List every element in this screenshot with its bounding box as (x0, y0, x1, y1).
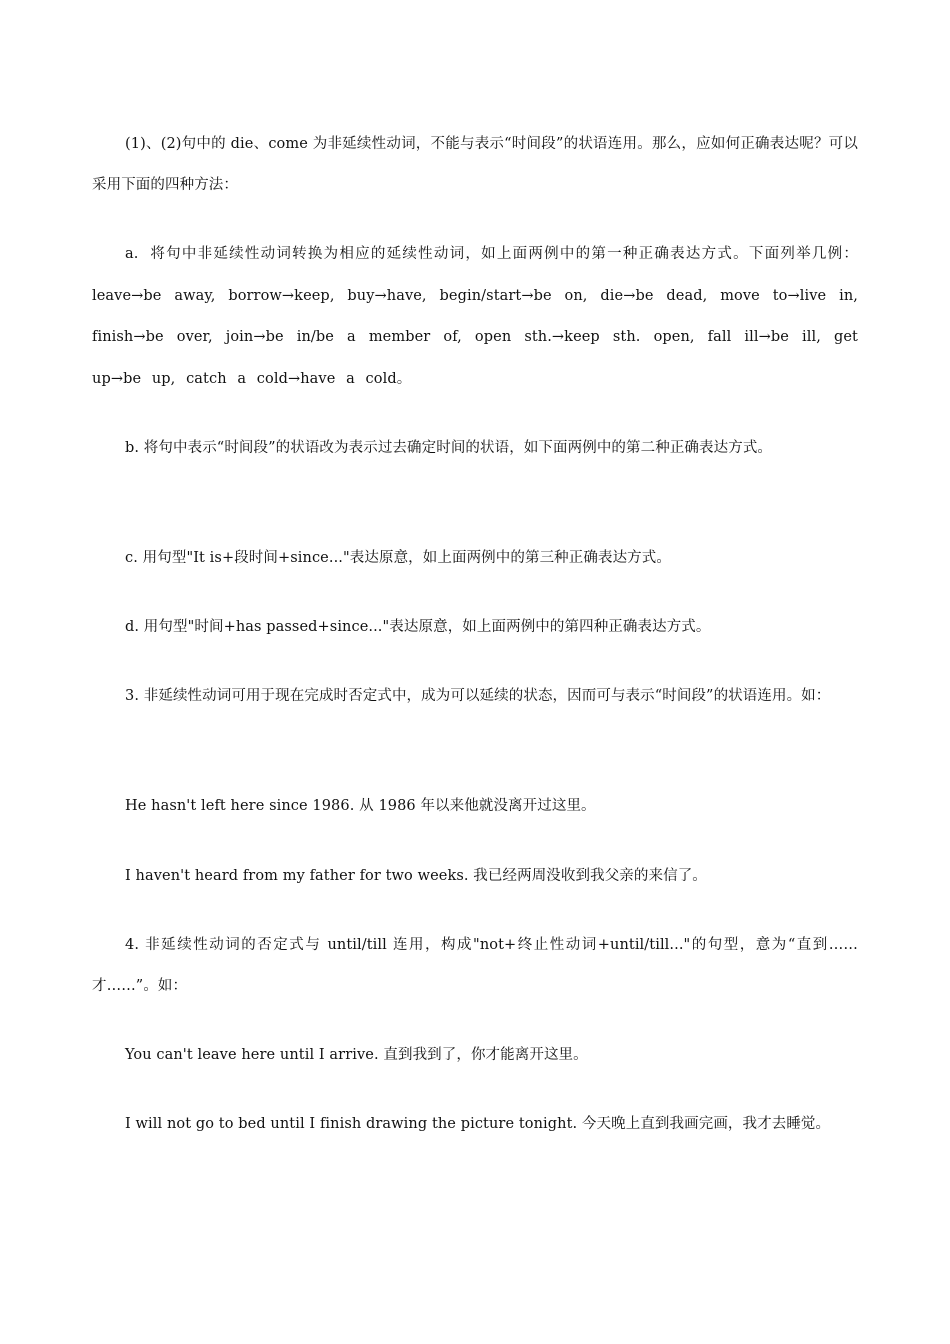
paragraph-method-c: c. 用句型"It is+段时间+since..."表达原意，如上面两例中的第三种正确表达方式。 (125, 550, 671, 566)
paragraph-rule-4: 4. 非延续性动词的否定式与 until/till 连用，构成"not+终止性动词+until/till..."的句型，意为“直到……才……”。如： (92, 937, 858, 994)
paragraph-rule-3: 3. 非延续性动词可用于现在完成时否定式中，成为可以延续的状态，因而可与表示“时间段”的状语连用。如： (125, 688, 831, 704)
paragraph-method-d: d. 用句型"时间+has passed+since..."表达原意，如上面两例中的第四种正确表达方式。 (125, 619, 711, 635)
example-sentence-4: I will not go to bed until I finish drawing the picture tonight. 今天晚上直到我画完画，我才去睡觉。 (125, 1116, 831, 1132)
paragraph-method-a: a. 将句中非延续性动词转换为相应的延续性动词，如上面两例中的第一种正确表达方式。下面列举几例：leave→be away, borrow→keep, buy→have, begin/start→be on, die→be dead, move to→live in, finish→be over, join→be in/be a member of, open sth.→keep sth. open, fall ill→be ill, get up→be up, catch a cold→have a cold。 (92, 246, 858, 387)
example-sentence-2: I haven't heard from my father for two weeks. 我已经两周没收到我父亲的来信了。 (125, 868, 707, 884)
example-sentence-1: He hasn't left here since 1986. 从 1986 年以来他就没离开过这里。 (125, 798, 596, 814)
paragraph-non-durative-intro: (1)、(2)句中的 die、come 为非延续性动词，不能与表示“时间段”的状语连用。那么，应如何正确表达呢？可以采用下面的四种方法： (92, 136, 858, 193)
example-sentence-3: You can't leave here until I arrive. 直到我到了，你才能离开这里。 (125, 1047, 588, 1063)
paragraph-method-b: b. 将句中表示“时间段”的状语改为表示过去确定时间的状语，如下面两例中的第二种正确表达方式。 (125, 440, 773, 456)
